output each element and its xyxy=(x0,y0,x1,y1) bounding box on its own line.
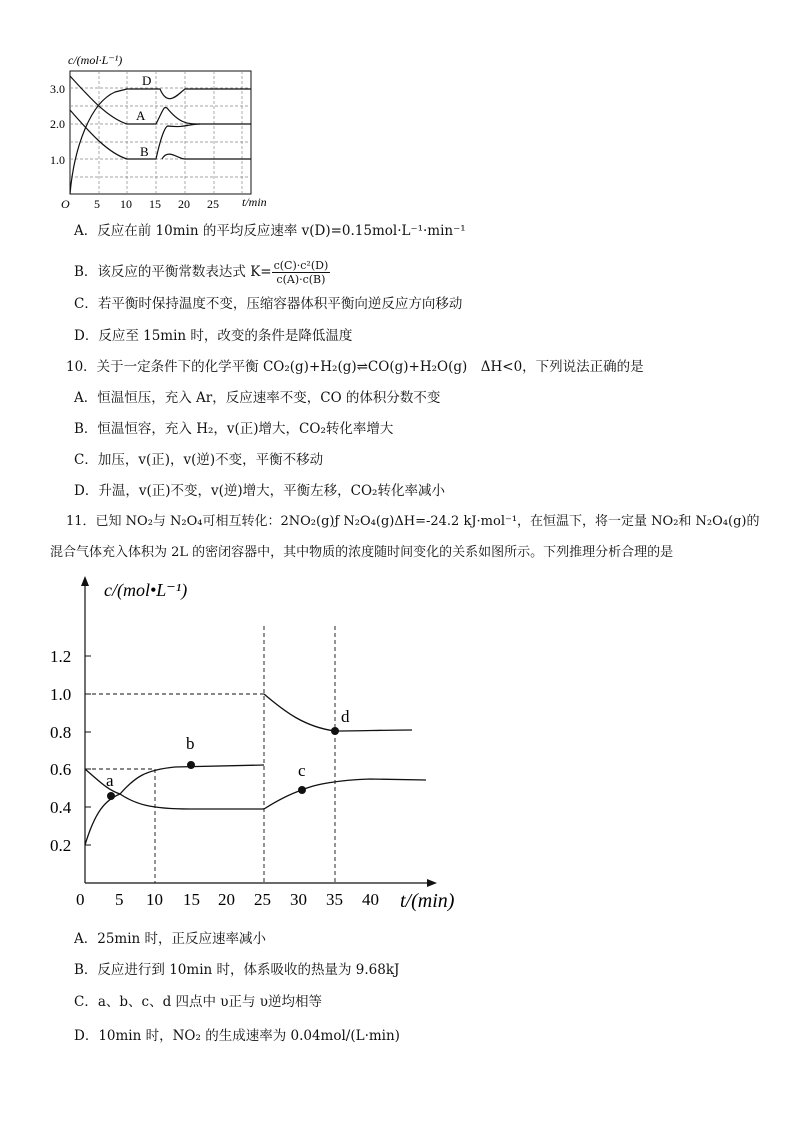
chart1-label-b: B xyxy=(140,144,149,159)
chart2-xtick-20: 20 xyxy=(218,890,235,909)
chart1-curve-b2 xyxy=(162,154,251,159)
chart2-ytick-1.2: 1.2 xyxy=(50,647,72,666)
chart1-ytick-2: 2.0 xyxy=(50,117,65,131)
chart2-xtick-35: 35 xyxy=(326,890,343,909)
chart2-ytick-0.4: 0.4 xyxy=(50,798,72,817)
chart2-label-c: c xyxy=(298,761,306,780)
chart2-curve-after25-top xyxy=(264,694,412,731)
chart1-origin: O xyxy=(61,197,70,211)
chart2-xtick-15: 15 xyxy=(183,890,200,909)
chart2-point-a xyxy=(107,792,115,800)
q11-option-c: C．a、b、c、d 四点中 υ正与 υ逆均相等 xyxy=(74,994,323,1010)
chart1-ytick-1: 1.0 xyxy=(50,153,65,167)
chart2-dashed-guides xyxy=(85,626,335,883)
chart1-curve-b xyxy=(70,110,200,159)
chart1-label-a: A xyxy=(136,108,146,123)
chart-concentration-vs-time-1 xyxy=(50,48,290,218)
chart2-xtick-5: 5 xyxy=(115,890,124,909)
chart2-ylabel: c/(mol•L⁻¹) xyxy=(104,580,188,600)
chart2-point-b xyxy=(187,761,195,769)
q11-stem-line2: 混合气体充入体积为 2L 的密闭容器中，其中物质的浓度随时间变化的关系如图所示。下列推理分析合理的是 xyxy=(50,545,674,560)
q10-option-c: C．加压，v(正)，v(逆)不变，平衡不移动 xyxy=(74,452,324,468)
q10-option-d: D．升温，v(正)不变，v(逆)增大，平衡左移，CO₂转化率减小 xyxy=(74,483,445,499)
chart2-ytick-0.8: 0.8 xyxy=(50,723,72,742)
q11-option-a: A．25min 时，正反应速率减小 xyxy=(74,931,267,947)
chart2-ytick-1.0: 1.0 xyxy=(50,685,72,704)
chart1-ylabel: c/(mol·L⁻¹) xyxy=(68,53,123,67)
q9-option-b-numerator: c(C)·c²(D) xyxy=(273,259,329,272)
chart1-xlabel: t/min xyxy=(242,195,267,209)
chart1-xtick-5: 5 xyxy=(94,197,100,211)
chart2-y-arrow xyxy=(81,576,89,586)
chart1-xtick-20: 20 xyxy=(178,197,190,211)
chart2-label-a: a xyxy=(106,771,114,790)
chart2-ytick-0.2: 0.2 xyxy=(50,836,72,855)
chart2-xtick-30: 30 xyxy=(290,890,307,909)
q10-stem: 10．关于一定条件下的化学平衡 CO₂(g)+H₂(g)⇌CO(g)+H₂O(g) ΔH<0，下列说法正确的是 xyxy=(66,359,644,375)
q9-option-d: D．反应至 15min 时，改变的条件是降低温度 xyxy=(74,328,353,344)
chart1-xtick-10: 10 xyxy=(120,197,132,211)
q11-option-b: B．反应进行到 10min 时，体系吸收的热量为 9.68kJ xyxy=(74,962,400,978)
chart1-label-d: D xyxy=(142,73,152,88)
chart2-point-c xyxy=(298,786,306,794)
chart2-x-arrow xyxy=(427,879,437,887)
chart2-label-d: d xyxy=(341,707,350,726)
q9-option-b xyxy=(74,256,330,288)
chart2-xtick-25: 25 xyxy=(254,890,271,909)
chart2-origin: 0 xyxy=(76,890,85,909)
chart2-curve-after25-bottom xyxy=(264,779,426,809)
chart1-xtick-15: 15 xyxy=(149,197,161,211)
q9-option-a: A．反应在前 10min 的平均反应速率 v(D)=0.15mol·L⁻¹·min⁻¹ xyxy=(74,223,466,239)
q10-option-a: A．恒温恒压，充入 Ar，反应速率不变，CO 的体积分数不变 xyxy=(74,390,441,406)
chart1-xtick-25: 25 xyxy=(207,197,219,211)
chart2-ytick-0.6: 0.6 xyxy=(50,760,72,779)
chart2-label-b: b xyxy=(186,734,195,753)
q11-stem-line1: 11．已知 NO₂与 N₂O₄可相互转化：2NO₂(g)ƒ N₂O₄(g)ΔH=-24.2 kJ·mol⁻¹，在恒温下，将一定量 NO₂和 N₂O₄(g)的 xyxy=(66,514,760,529)
chart2-curve-lower xyxy=(85,794,264,845)
chart-concentration-vs-time-2 xyxy=(40,572,480,920)
q11-option-d: D．10min 时，NO₂ 的生成速率为 0.04mol/(L·min) xyxy=(74,1028,400,1044)
q9-option-b-fraction xyxy=(272,259,331,286)
q9-option-c: C．若平衡时保持温度不变，压缩容器体积平衡向逆反应方向移动 xyxy=(74,296,463,312)
chart2-xtick-40: 40 xyxy=(362,890,379,909)
chart1-curve-a xyxy=(70,76,251,124)
chart2-xtick-10: 10 xyxy=(146,890,163,909)
chart2-point-d xyxy=(331,727,339,735)
q10-option-b: B．恒温恒容，充入 H₂，v(正)增大，CO₂转化率增大 xyxy=(74,421,394,437)
chart1-ytick-3: 3.0 xyxy=(50,82,65,96)
q9-option-b-prefix: B．该反应的平衡常数表达式 K= xyxy=(74,264,272,280)
chart2-xlabel: t/(min) xyxy=(400,890,455,912)
q9-option-b-denominator: c(A)·c(B) xyxy=(276,273,326,286)
